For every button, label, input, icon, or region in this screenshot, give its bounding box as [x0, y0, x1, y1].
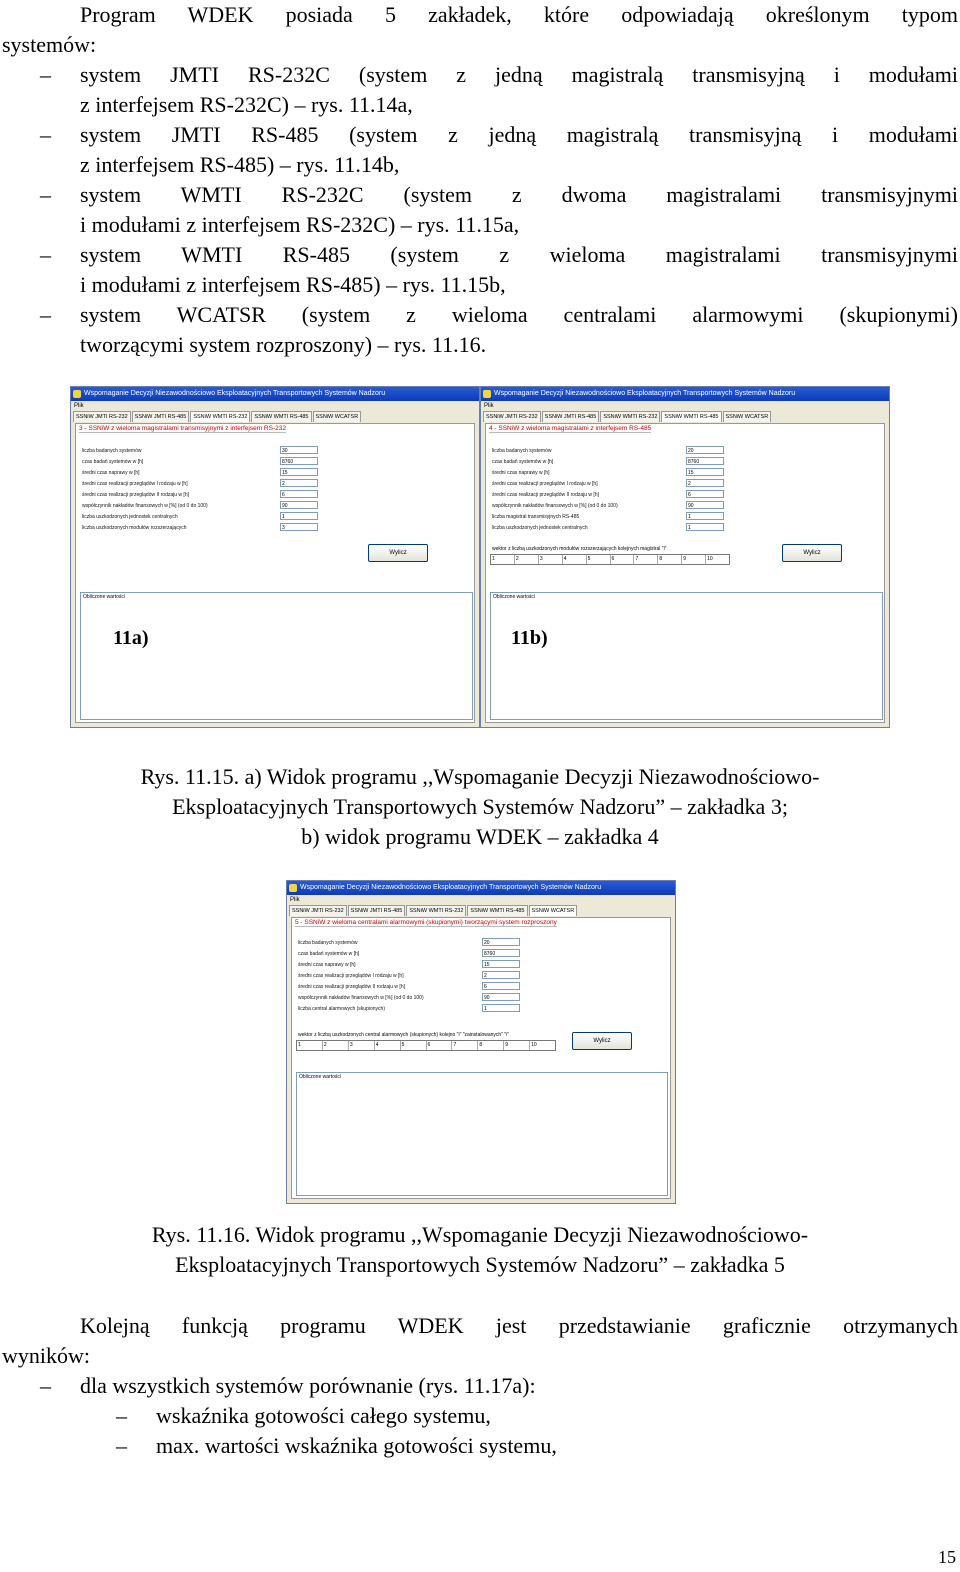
tab-wmti-232[interactable]: SSNiW WMTI RS-232 — [406, 905, 466, 916]
field-label: współczynnik nakładów finansowych w [%] (od 0 do 100) — [492, 503, 618, 509]
field-label: liczba central alarmowych (skupionych) — [298, 1006, 385, 1012]
field-input[interactable]: 90 — [482, 993, 520, 1001]
bullet-5-line-1: system WCATSR (system z wieloma centralami alarmowymi (skupionymi) — [80, 302, 958, 327]
grid-cell[interactable]: 5 — [587, 555, 611, 564]
intro-line-1: Program WDEK posiada 5 zakładek, które odpowiadają określonym typom — [80, 2, 958, 27]
app-icon — [73, 390, 81, 398]
caption-1116-line-1: Rys. 11.16. Widok programu ,,Wspomaganie Decyzji Niezawodnościowo- — [151, 1222, 809, 1247]
calculate-button[interactable]: Wylicz — [572, 1032, 632, 1050]
grid-cell[interactable]: 1 — [297, 1041, 323, 1050]
outro-line-1: Kolejną funkcją programu WDEK jest przedstawianie graficznie otrzymanych — [80, 1313, 958, 1338]
field-input[interactable]: 90 — [686, 501, 724, 509]
field-input[interactable]: 6 — [280, 490, 318, 498]
field-input[interactable]: 6 — [482, 982, 520, 990]
app-icon — [483, 390, 491, 398]
app-icon — [289, 884, 297, 892]
caption-1115-line-2: Eksploatacyjnych Transportowych Systemów Nadzoru” – zakładka 3; — [172, 794, 788, 819]
panel-heading: 4 - SSNiW z wieloma magistralami z interfejsem RS-485 — [489, 425, 652, 432]
vector-label: wektor z liczbą uszkodzonych central alarmowych (skupionych) kolejno "i" "zainstalowanych" "i" — [298, 1032, 510, 1038]
window-titlebar — [71, 387, 479, 401]
results-box[interactable] — [80, 592, 473, 720]
field-input[interactable]: 1 — [686, 523, 724, 531]
field-input[interactable]: 1 — [482, 1004, 520, 1012]
tab-jmti-485[interactable]: SSNiW JMTI RS-485 — [132, 411, 190, 422]
screenshot-window-a — [70, 386, 480, 728]
field-input[interactable]: 30 — [280, 446, 318, 454]
bullet-dash: – — [40, 122, 51, 147]
grid-cell[interactable]: 3 — [349, 1041, 375, 1050]
window-titlebar — [287, 881, 675, 895]
field-label: liczba uszkodzonych modułów rozszerzających — [82, 525, 187, 531]
field-input[interactable]: 2 — [686, 479, 724, 487]
grid-cell[interactable]: 7 — [634, 555, 658, 564]
field-label: średni czas realizacji przeglądów II rodzaju w [h] — [82, 492, 189, 498]
field-label: liczba badanych systemów — [298, 940, 358, 946]
menu-file[interactable]: Plik — [71, 401, 479, 411]
grid-cell[interactable]: 4 — [563, 555, 587, 564]
caption-1115-line-1: Rys. 11.15. a) Widok programu ,,Wspomaganie Decyzji Niezawodnościowo- — [140, 764, 820, 789]
tab-bar — [287, 905, 675, 916]
field-input[interactable]: 8760 — [280, 457, 318, 465]
field-label: liczba uszkodzonych jednostek centralnych — [492, 525, 588, 531]
tab-panel — [75, 423, 475, 723]
window-title: Wspomaganie Decyzji Niezawodnościowo Eksploatacyjnych Transportowych Systemów Nadzoru — [84, 390, 386, 397]
tab-bar — [481, 411, 889, 422]
tab-wmti-485[interactable]: SSNiW WMTI RS-485 — [467, 905, 527, 916]
field-label: średni czas naprawy w [h] — [492, 470, 550, 476]
field-label: średni czas realizacji przeglądów II rodzaju w [h] — [492, 492, 599, 498]
field-input[interactable]: 3 — [280, 523, 318, 531]
page-number: 15 — [938, 1547, 956, 1567]
menu-file[interactable]: Plik — [287, 895, 675, 905]
screenshot-window-b — [480, 386, 890, 728]
field-input[interactable]: 8760 — [686, 457, 724, 465]
caption-1115-line-3: b) widok programu WDEK – zakładka 4 — [301, 824, 659, 849]
grid-cell[interactable]: 10 — [531, 1042, 537, 1048]
window-title: Wspomaganie Decyzji Niezawodnościowo Eksploatacyjnych Transportowych Systemów Nadzoru — [494, 390, 796, 397]
field-label: czas badań systemów w [h] — [492, 459, 554, 465]
vector-label: wektor z liczbą uszkodzonych modułów rozszerzających kolejnych magistral "i" — [492, 546, 667, 552]
field-input[interactable]: 15 — [482, 960, 520, 968]
bullet-5-line-2: tworzącymi system rozproszony) – rys. 11.16. — [80, 332, 487, 357]
figure-sublabel-b: 11b) — [511, 627, 548, 649]
tab-jmti-485[interactable]: SSNiW JMTI RS-485 — [348, 905, 406, 916]
bullet-dash: – — [116, 1403, 127, 1428]
field-label: liczba magistral transmisyjnych RS-485 — [492, 514, 580, 520]
tab-wmti-485[interactable]: SSNiW WMTI RS-485 — [661, 411, 721, 422]
bullet-dash: – — [40, 242, 51, 267]
outro-subbullet-2: max. wartości wskaźnika gotowości systemu, — [156, 1433, 557, 1458]
field-label: czas badań systemów w [h] — [82, 459, 144, 465]
tab-jmti-232[interactable]: SSNiW JMTI RS-232 — [289, 905, 347, 916]
field-label: współczynnik nakładów finansowych w [%] (od 0 do 100) — [298, 995, 424, 1001]
field-label: liczba badanych systemów — [492, 448, 552, 454]
grid-cell[interactable]: 1 — [491, 555, 515, 564]
tab-wmti-232[interactable]: SSNiW WMTI RS-232 — [600, 411, 660, 422]
vector-grid[interactable] — [490, 554, 730, 565]
tab-wcatsr[interactable]: SSNiW WCATSR — [313, 411, 362, 422]
tab-bar — [71, 411, 479, 422]
bullet-3-line-2: i modułami z interfejsem RS-232C) – rys. 11.15a, — [80, 212, 520, 237]
field-label: średni czas realizacji przeglądów I rodzaju w [h] — [82, 481, 188, 487]
caption-1116-line-2: Eksploatacyjnych Transportowych Systemów Nadzoru” – zakładka 5 — [175, 1252, 785, 1277]
grid-cell[interactable]: 4 — [375, 1041, 401, 1050]
bullet-1-line-2: z interfejsem RS-232C) – rys. 11.14a, — [80, 92, 413, 117]
tab-jmti-232[interactable]: SSNiW JMTI RS-232 — [483, 411, 541, 422]
screenshot-window-c — [286, 880, 676, 1204]
field-label: liczba uszkodzonych jednostek centralnych — [82, 514, 178, 520]
grid-cell[interactable]: 9 — [504, 1041, 530, 1050]
results-label: Obliczone wartości — [299, 1074, 341, 1080]
field-label: średni czas realizacji przeglądów I rodzaju w [h] — [298, 973, 404, 979]
grid-cell[interactable]: 8 — [658, 555, 682, 564]
field-label: średni czas naprawy w [h] — [298, 962, 356, 968]
calculate-button[interactable]: Wylicz — [368, 544, 428, 562]
bullet-dash: – — [40, 302, 51, 327]
bullet-2-line-1: system JMTI RS-485 (system z jedną magistralą transmisyjną i modułami — [80, 122, 958, 147]
grid-cell[interactable]: 2 — [323, 1041, 349, 1050]
field-input[interactable]: 15 — [686, 468, 724, 476]
field-input[interactable]: 20 — [482, 938, 520, 946]
bullet-dash: – — [116, 1433, 127, 1458]
menu-file[interactable]: Plik — [481, 401, 889, 411]
vector-grid[interactable] — [296, 1040, 556, 1051]
outro-line-2: wyników: — [2, 1343, 90, 1368]
field-label: średni czas naprawy w [h] — [82, 470, 140, 476]
results-box[interactable] — [490, 592, 883, 720]
bullet-dash: – — [40, 182, 51, 207]
field-label: liczba badanych systemów — [82, 448, 142, 454]
grid-cell[interactable]: 9 — [682, 555, 706, 564]
grid-cell[interactable]: 7 — [452, 1041, 478, 1050]
field-input[interactable]: 90 — [280, 501, 318, 509]
results-box[interactable] — [296, 1072, 668, 1196]
grid-cell[interactable]: 5 — [401, 1041, 427, 1050]
tab-wmti-485[interactable]: SSNiW WMTI RS-485 — [251, 411, 311, 422]
tab-jmti-232[interactable]: SSNiW JMTI RS-232 — [73, 411, 131, 422]
tab-panel — [485, 423, 885, 723]
calculate-button[interactable]: Wylicz — [782, 544, 842, 562]
bullet-dash: – — [40, 62, 51, 87]
grid-cell[interactable]: 6 — [611, 555, 635, 564]
intro-line-2: systemów: — [2, 32, 97, 57]
field-label: czas badań systemów w [h] — [298, 951, 360, 957]
bullet-4-line-2: i modułami z interfejsem RS-485) – rys. 11.15b, — [80, 272, 506, 297]
grid-cell[interactable]: 8 — [478, 1041, 504, 1050]
field-label: średni czas realizacji przeglądów I rodzaju w [h] — [492, 481, 598, 487]
results-label: Obliczone wartości — [493, 594, 535, 600]
tab-wmti-232[interactable]: SSNiW WMTI RS-232 — [190, 411, 250, 422]
field-input[interactable]: 1 — [686, 512, 724, 520]
field-input[interactable]: 20 — [686, 446, 724, 454]
bullet-1-line-1: system JMTI RS-232C (system z jedną magistralą transmisyjną i modułami — [80, 62, 958, 87]
field-input[interactable]: 2 — [280, 479, 318, 487]
panel-heading: 3 - SSNiW z wieloma magistralami transmisyjnymi z interfejsem RS-232 — [79, 425, 286, 432]
field-input[interactable]: 2 — [482, 971, 520, 979]
field-input[interactable]: 6 — [686, 490, 724, 498]
outro-bullet-1: dla wszystkich systemów porównanie (rys. 11.17a): — [80, 1373, 536, 1398]
window-title: Wspomaganie Decyzji Niezawodnościowo Eksploatacyjnych Transportowych Systemów Nadzoru — [300, 884, 602, 891]
field-input[interactable]: 1 — [280, 512, 318, 520]
tab-wcatsr[interactable]: SSNiW WCATSR — [529, 905, 578, 916]
bullet-2-line-2: z interfejsem RS-485) – rys. 11.14b, — [80, 152, 400, 177]
grid-cell[interactable]: 3 — [539, 555, 563, 564]
field-label: współczynnik nakładów finansowych w [%] (od 0 do 100) — [82, 503, 208, 509]
field-input[interactable]: 15 — [280, 468, 318, 476]
bullet-4-line-1: system WMTI RS-485 (system z wieloma magistralami transmisyjnymi — [80, 242, 958, 267]
tab-wcatsr[interactable]: SSNiW WCATSR — [723, 411, 772, 422]
outro-subbullet-1: wskaźnika gotowości całego systemu, — [156, 1403, 491, 1428]
tab-panel — [291, 917, 671, 1199]
results-label: Obliczone wartości — [83, 594, 125, 600]
field-input[interactable]: 8760 — [482, 949, 520, 957]
grid-cell[interactable]: 10 — [707, 556, 713, 562]
panel-heading: 5 - SSNiW z wieloma centralami alarmowymi (skupionymi) tworzącymi system rozproszony — [295, 919, 557, 926]
grid-cell[interactable]: 6 — [427, 1041, 453, 1050]
bullet-dash: – — [40, 1373, 51, 1398]
window-titlebar — [481, 387, 889, 401]
figure-sublabel-a: 11a) — [113, 627, 149, 649]
field-label: średni czas realizacji przeglądów II rodzaju w [h] — [298, 984, 405, 990]
tab-jmti-485[interactable]: SSNiW JMTI RS-485 — [542, 411, 600, 422]
bullet-3-line-1: system WMTI RS-232C (system z dwoma magistralami transmisyjnymi — [80, 182, 958, 207]
grid-cell[interactable]: 2 — [515, 555, 539, 564]
